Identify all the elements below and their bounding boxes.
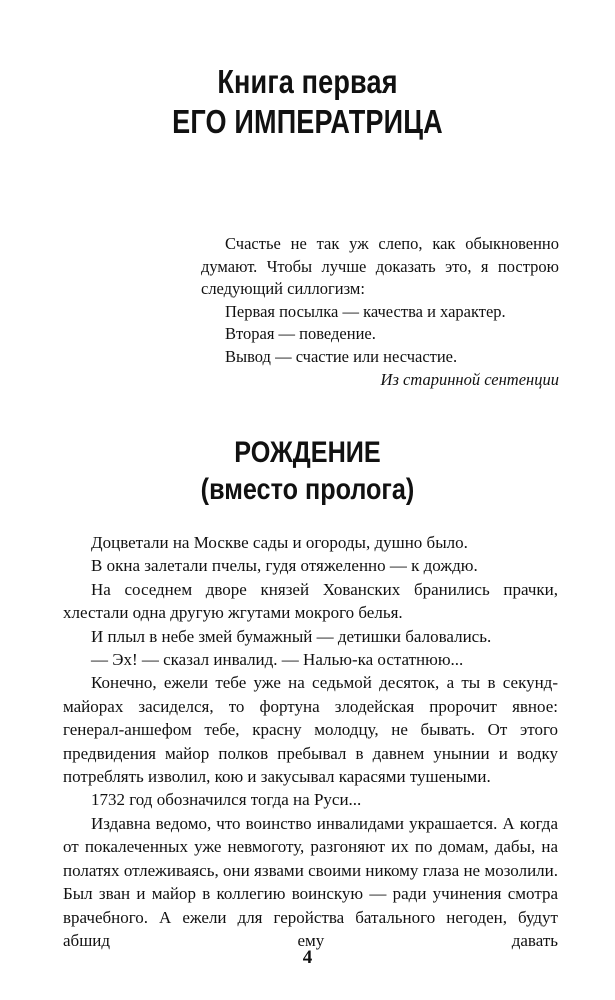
page-number: 4 — [302, 947, 313, 968]
paragraph: В окна залетали пчелы, гудя отяжеленно — к дождю. — [91, 556, 478, 576]
paragraph: Издавна ведомо, что воинство инвалидами украшается. А когда от покалеченных уже невмоготу, разгоняют их по домам, дабы, на полатях отлеживаясь, они язвами своими никому глаза не мозолили. Был зван и майор в коллегию воинскую — ради учинения смотра врачебного. А ежели для геройства батального негоден, будут абшид ему давать — [63, 813, 558, 950]
paragraph: — Эх! — сказал инвалид. — Налью-ка остатнюю... — [91, 650, 464, 670]
epigraph-line: Вывод — счастие или несчастие. — [225, 346, 458, 366]
paragraph: На соседнем дворе князей Хованских бранились прачки, хлестали одна другую жгутами мокрого белья. — [63, 579, 558, 623]
epigraph-line: Вторая — поведение. — [225, 324, 376, 344]
body-text — [63, 531, 558, 952]
epigraph-line: Первая посылка — качества и характер. — [225, 301, 506, 321]
chapter-title: РОЖДЕНИЕ — [234, 436, 381, 469]
paragraph: Конечно, ежели тебе уже на седьмой десяток, а ты в секунд-майорах засиделся, то фортуна злодейская пророчит явное: генерал-аншефом тебе, красну молодцу, не бывать. От этого предвидения майор полков пребывал в давнем унынии и водку потреблять изволил, кою и закусывал карасями тушеными. — [63, 673, 558, 787]
book-part-title: Книга первая — [217, 63, 398, 100]
epigraph-source: Из старинной сентенции — [380, 369, 559, 389]
epigraph-paragraph: Счастье не так уж слепо, как обыкновенно думают. Чтобы лучше доказать это, я построю следующий силлогизм: — [201, 234, 559, 299]
epigraph — [201, 233, 559, 391]
book-part-subtitle: ЕГО ИМПЕРАТРИЦА — [172, 103, 443, 140]
paragraph: И плыл в небе змей бумажный — детишки баловались. — [91, 626, 492, 646]
paragraph: 1732 год обозначился тогда на Руси... — [91, 790, 362, 810]
paragraph: Доцветали на Москве сады и огороды, душно было. — [91, 533, 468, 552]
chapter-subtitle: (вместо пролога) — [200, 473, 415, 506]
